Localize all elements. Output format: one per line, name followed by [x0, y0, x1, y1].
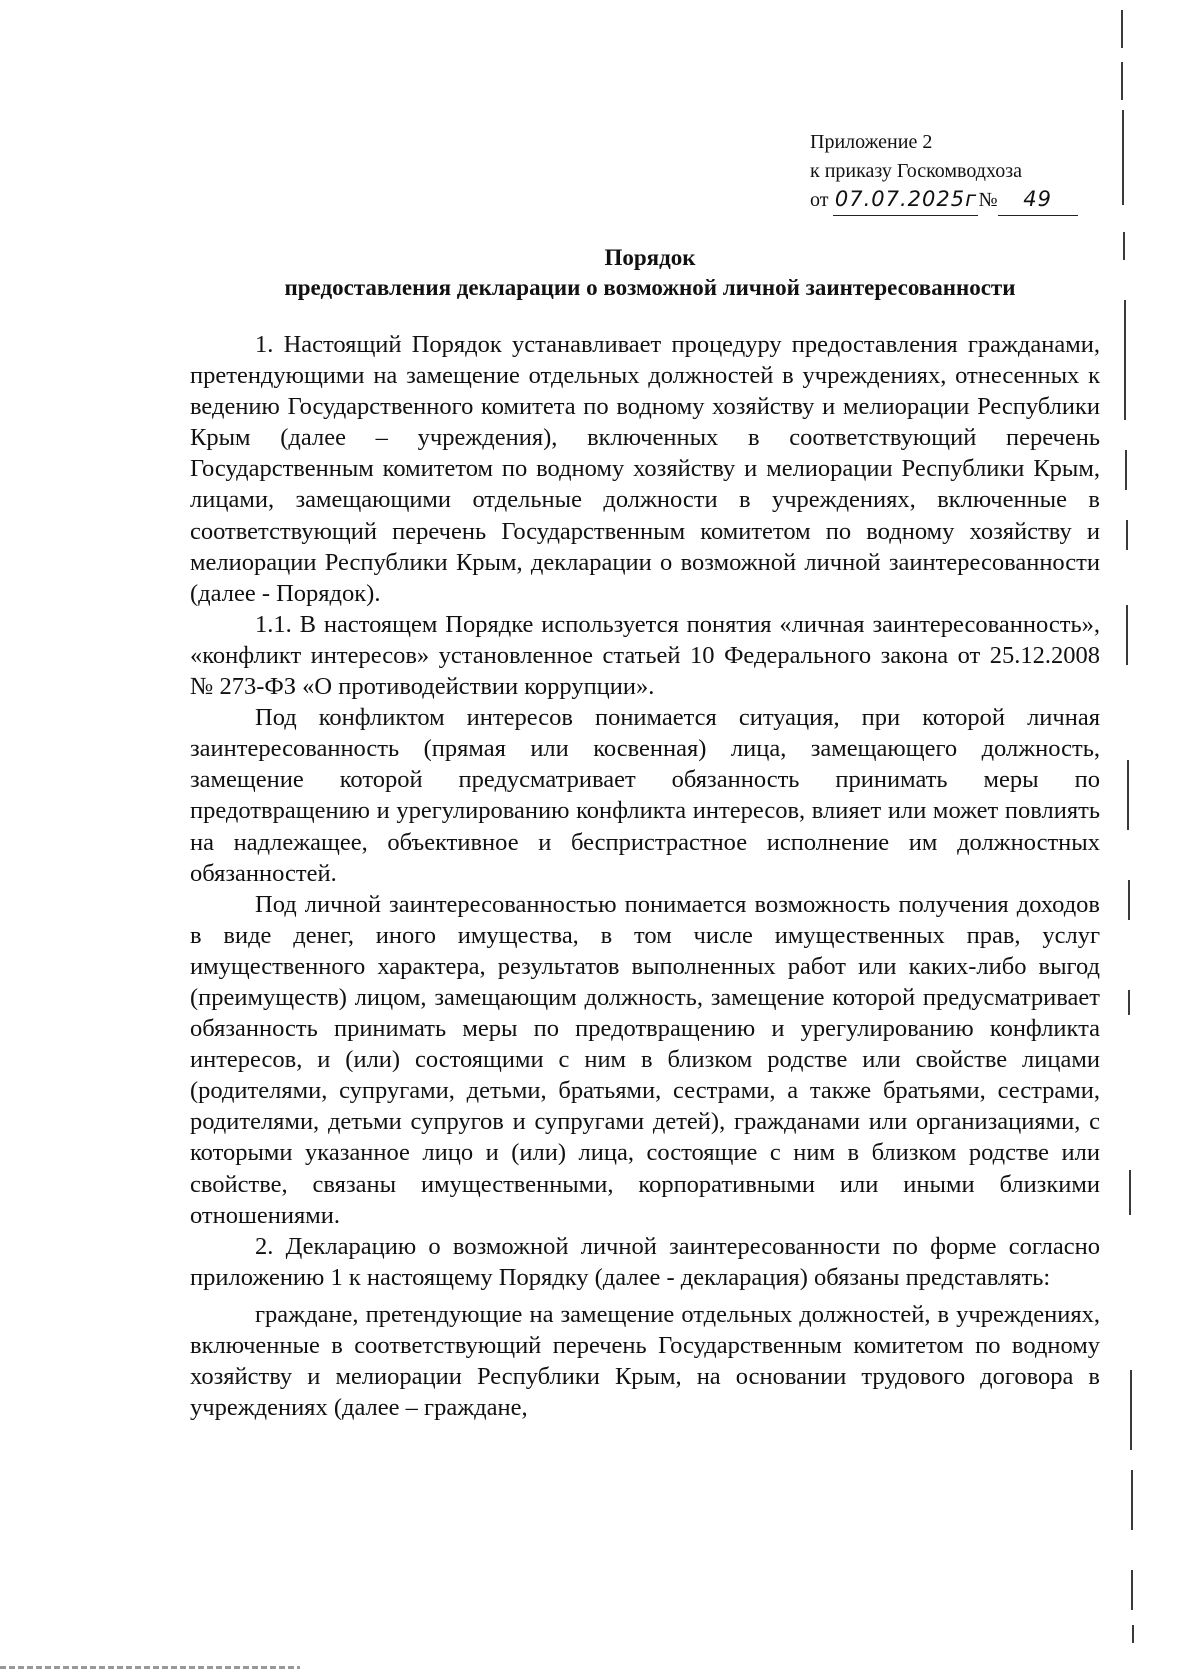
scan-margin-line	[1130, 1370, 1132, 1450]
scan-margin-line	[1126, 605, 1128, 665]
annex-line-2: к приказу Госкомводхоза	[810, 159, 1022, 182]
scan-margin-line	[1131, 1570, 1133, 1610]
scan-margin-line	[1128, 990, 1130, 1015]
scan-margin-line	[1123, 232, 1125, 260]
annex-block	[810, 128, 1078, 216]
scan-artifact	[0, 1666, 300, 1669]
scan-margin-line	[1132, 1625, 1134, 1643]
annex-number-label: №	[978, 189, 998, 211]
scan-margin-line	[1129, 1170, 1131, 1215]
annex-number-field	[998, 185, 1078, 216]
paragraph-1-1: 1.1. В настоящем Порядке используется понятия «личная заинтересованность», «конфликт интересов» установленное статьей 10 Федерального закона от 25.12.2008 № 273-ФЗ «О противодействии коррупции».	[190, 610, 1100, 701]
annex-line-3	[810, 185, 1078, 216]
paragraph-conflict-definition: Под конфликтом интересов понимается ситуация, при которой личная заинтересованность (прямая или косвенная) лица, замещающего должность, замещение которой предусматривает обязанность принимать меры по предотвращению и урегулированию конфликта интересов, влияет или может повлиять на надлежащее, объективное и беспристрастное исполнение им должностных обязанностей.	[190, 704, 1100, 887]
paragraph-1: 1. Настоящий Порядок устанавливает процедуру предоставления гражданами, претендующими на замещение отдельных должностей в учреждениях, отнесенных к ведению Государственного комитета по водному хозяйству и мелиорации Республики Крым (далее – учреждения), включенных в соответствующий перечень Государственным комитетом по водному хозяйству и мелиорации Республики Крым, лицами, замещающими отдельные должности в учреждениях, включенные в соответствующий перечень Государственным комитетом по водному хозяйству и мелиорации Республики Крым, декларации о возможной личной заинтересованности (далее - Порядок).	[190, 331, 1100, 607]
scan-margin-line	[1121, 10, 1123, 48]
scan-margin-line	[1125, 450, 1127, 490]
scan-margin-line	[1127, 760, 1129, 830]
scan-margin-line	[1126, 520, 1128, 550]
scan-margin-line	[1121, 62, 1123, 100]
annex-date-field	[833, 185, 978, 216]
annex-date-prefix: от	[810, 189, 829, 211]
annex-number-handwritten: 49	[1023, 187, 1052, 211]
document-body	[190, 329, 1100, 1423]
paragraph-interest-definition: Под личной заинтересованностью понимается возможность получения доходов в виде денег, иного имущества, в том числе имущественных прав, услуг имущественного характера, результатов выполненных работ или каких-либо выгод (преимуществ) лицом, замещающим должность, замещение которой предусматривает обязанность принимать меры по предотвращению и урегулированию конфликта интересов, и (или) состоящими с ним в близком родстве или свойстве лицами (родителями, супругами, детьми, братьями, сестрами, а также братьями, сестрами, родителями, детьми супругов и супругами детей), гражданами или организациями, с которыми указанное лицо и (или) лица, состоящие с ним в близком родстве или свойстве, связаны имущественными, корпоративными или иными близкими отношениями.	[190, 890, 1100, 1229]
scan-margin-line	[1122, 110, 1124, 205]
document-subtitle: предоставления декларации о возможной личной заинтересованности	[284, 275, 1016, 300]
scan-margin-line	[1124, 300, 1126, 420]
annex-date-handwritten: 07.07.2025г	[834, 187, 978, 211]
paragraph-citizens: граждане, претендующие на замещение отдельных должностей, в учреждениях, включенные в соответствующий перечень Государственным комитетом по водному хозяйству и мелиорации Республики Крым, на основании трудового договора в учреждениях (далее – граждане,	[190, 1300, 1100, 1422]
scan-margin-line	[1131, 1470, 1133, 1530]
annex-line-1: Приложение 2	[810, 131, 933, 153]
document-title: Порядок	[604, 245, 696, 270]
paragraph-2: 2. Декларацию о возможной личной заинтересованности по форме согласно приложению 1 к настоящему Порядку (далее - декларация) обязаны представлять:	[190, 1232, 1100, 1291]
scan-margin-line	[1128, 880, 1130, 920]
